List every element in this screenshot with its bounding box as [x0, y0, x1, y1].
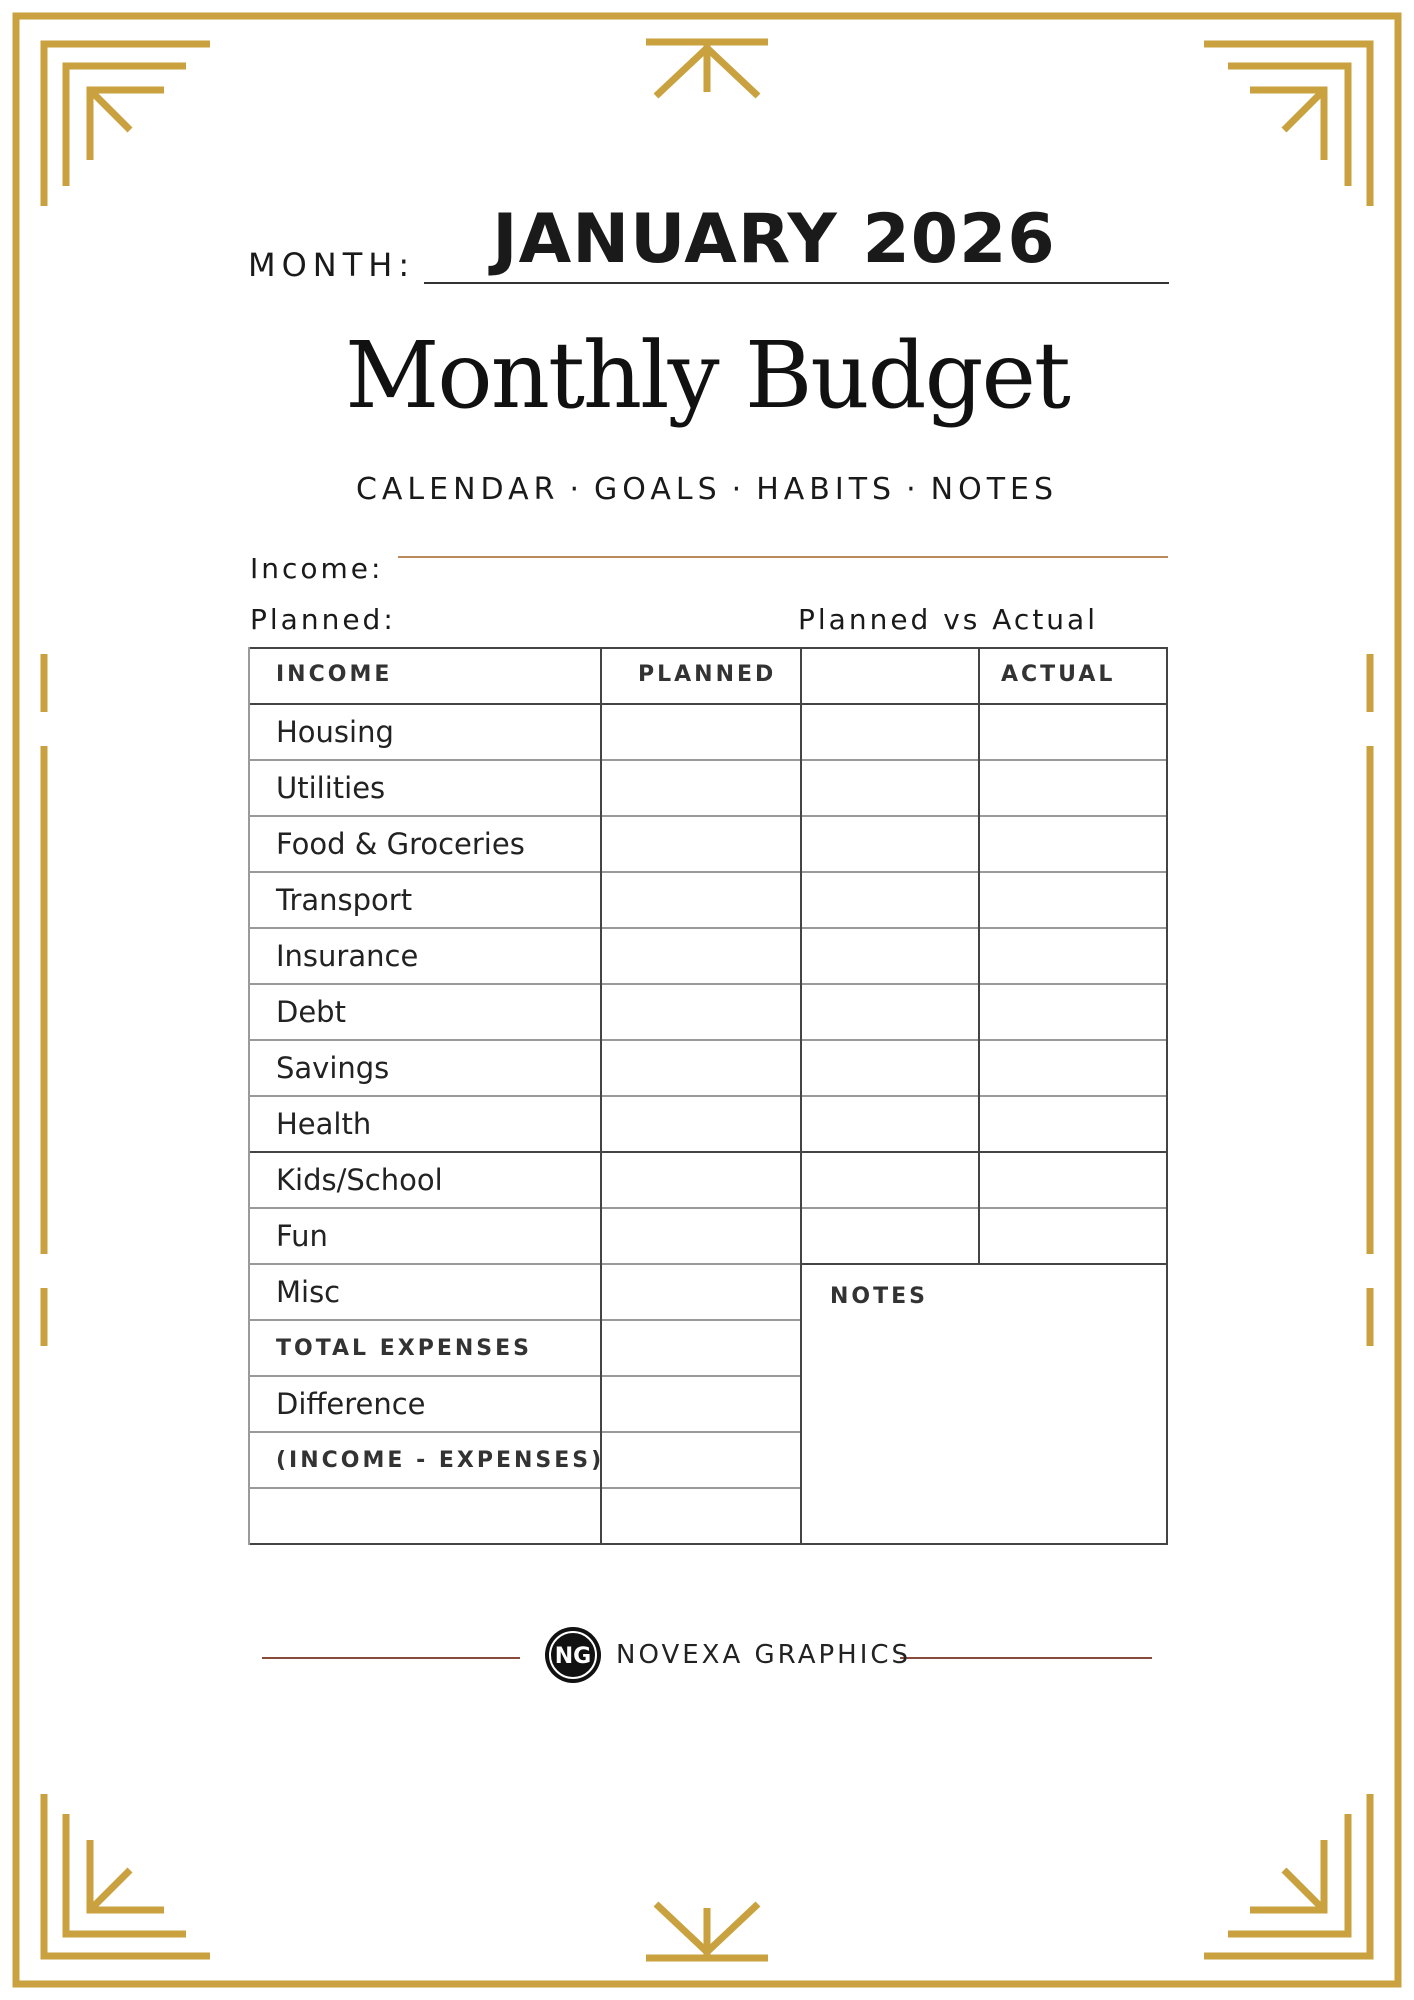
table-cell-input[interactable] — [981, 930, 1165, 982]
month-underline — [424, 282, 1169, 284]
table-cell-input[interactable] — [603, 1434, 799, 1486]
table-cell-input[interactable] — [603, 818, 799, 870]
table-row-rule — [248, 871, 1166, 873]
income-label: Income: — [250, 552, 384, 585]
brand-logo-icon — [544, 1626, 602, 1684]
notes-area[interactable] — [803, 1313, 1163, 1539]
subtitle-separator: · — [731, 472, 747, 507]
table-row-rule — [248, 815, 1166, 817]
row-label: Misc — [276, 1275, 341, 1309]
table-cell-input[interactable] — [981, 762, 1165, 814]
subtitle — [0, 472, 1414, 507]
table-cell-input[interactable] — [603, 1098, 799, 1150]
table-col-divider — [800, 647, 802, 1545]
header-planned: PLANNED — [638, 662, 777, 687]
row-label: Transport — [276, 883, 413, 917]
table-border-left — [248, 647, 250, 1545]
table-border-top — [248, 647, 1166, 649]
table-cell-input[interactable] — [981, 1154, 1165, 1206]
table-cell-input[interactable] — [803, 874, 977, 926]
table-row-rule — [248, 983, 1166, 985]
table-row-rule — [248, 1151, 1166, 1153]
table-cell-input[interactable] — [981, 1042, 1165, 1094]
table-cell-input[interactable] — [603, 1490, 799, 1542]
footer-rule-right — [900, 1657, 1152, 1659]
row-label: Food & Groceries — [276, 827, 525, 861]
table-cell-input[interactable] — [803, 1042, 977, 1094]
subtitle-notes: NOTES — [930, 472, 1059, 507]
header-income: INCOME — [276, 662, 393, 687]
subtitle-goals: GOALS — [594, 472, 722, 507]
table-cell-input[interactable] — [803, 706, 977, 758]
table-col-divider — [978, 647, 980, 1263]
table-cell-input[interactable] — [603, 706, 799, 758]
row-label: Savings — [276, 1051, 390, 1085]
income-field[interactable] — [398, 556, 1168, 558]
table-row-rule — [248, 1095, 1166, 1097]
table-row-rule — [248, 1487, 800, 1489]
header-actual: ACTUAL — [1001, 662, 1116, 687]
brand-logo-text: NG — [554, 1644, 592, 1669]
table-cell-input[interactable] — [803, 986, 977, 1038]
notes-box-top — [800, 1263, 1166, 1265]
subtitle-habits: HABITS — [756, 472, 897, 507]
notes-label: NOTES — [830, 1284, 928, 1309]
difference-label: Difference — [276, 1387, 426, 1421]
table-border-right — [1166, 647, 1168, 1545]
row-label: Utilities — [276, 771, 386, 805]
subtitle-separator: · — [906, 472, 921, 507]
table-cell-input[interactable] — [603, 1266, 799, 1318]
brand-name: NOVEXA GRAPHICS — [616, 1640, 912, 1670]
planned-vs-actual-label: Planned vs Actual — [798, 603, 1098, 636]
table-row-rule — [248, 1375, 800, 1377]
table-cell-input[interactable] — [803, 1210, 977, 1262]
table-row-rule — [248, 1207, 1166, 1209]
row-label: Fun — [276, 1219, 328, 1253]
footer-rule-left — [262, 1657, 520, 1659]
row-label: Insurance — [276, 939, 419, 973]
table-cell-input[interactable] — [603, 986, 799, 1038]
row-label: Debt — [276, 995, 346, 1029]
table-cell-input[interactable] — [981, 986, 1165, 1038]
page-title: Monthly Budget — [345, 322, 1069, 429]
table-row-rule — [248, 927, 1166, 929]
month-label: MONTH: — [248, 246, 416, 284]
table-cell-input[interactable] — [603, 1378, 799, 1430]
table-cell-input[interactable] — [603, 874, 799, 926]
table-cell-input[interactable] — [803, 818, 977, 870]
subtitle-calendar: CALENDAR — [355, 472, 560, 507]
table-cell-input[interactable] — [981, 1098, 1165, 1150]
formula-label: (INCOME - EXPENSES) — [276, 1448, 605, 1473]
table-cell-input[interactable] — [981, 706, 1165, 758]
row-label: Kids/School — [276, 1163, 443, 1197]
table-row-rule — [248, 759, 1166, 761]
table-cell-input[interactable] — [803, 1098, 977, 1150]
table-cell-input[interactable] — [981, 1210, 1165, 1262]
total-expenses-label: TOTAL EXPENSES — [276, 1336, 532, 1361]
table-cell-input[interactable] — [603, 930, 799, 982]
table-col-divider — [600, 647, 602, 1545]
subtitle-separator: · — [569, 472, 585, 507]
table-cell-input[interactable] — [603, 1154, 799, 1206]
table-cell-input[interactable] — [803, 1154, 977, 1206]
row-label: Health — [276, 1107, 372, 1141]
table-row-rule — [248, 1039, 1166, 1041]
table-cell-input[interactable] — [603, 1042, 799, 1094]
planned-label: Planned: — [250, 603, 396, 636]
table-cell-input[interactable] — [803, 762, 977, 814]
table-cell-input[interactable] — [803, 930, 977, 982]
table-cell-input[interactable] — [981, 818, 1165, 870]
table-cell-input[interactable] — [603, 1210, 799, 1262]
row-label: Housing — [276, 715, 394, 749]
table-border-bottom — [248, 1543, 1166, 1545]
table-header-rule — [248, 703, 1166, 705]
table-cell-input[interactable] — [603, 1322, 799, 1374]
table-cell-input[interactable] — [603, 762, 799, 814]
table-row-rule — [248, 1431, 800, 1433]
table-row-rule — [248, 1319, 800, 1321]
month-value[interactable]: JANUARY 2026 — [492, 200, 1056, 279]
table-cell-input[interactable] — [981, 874, 1165, 926]
